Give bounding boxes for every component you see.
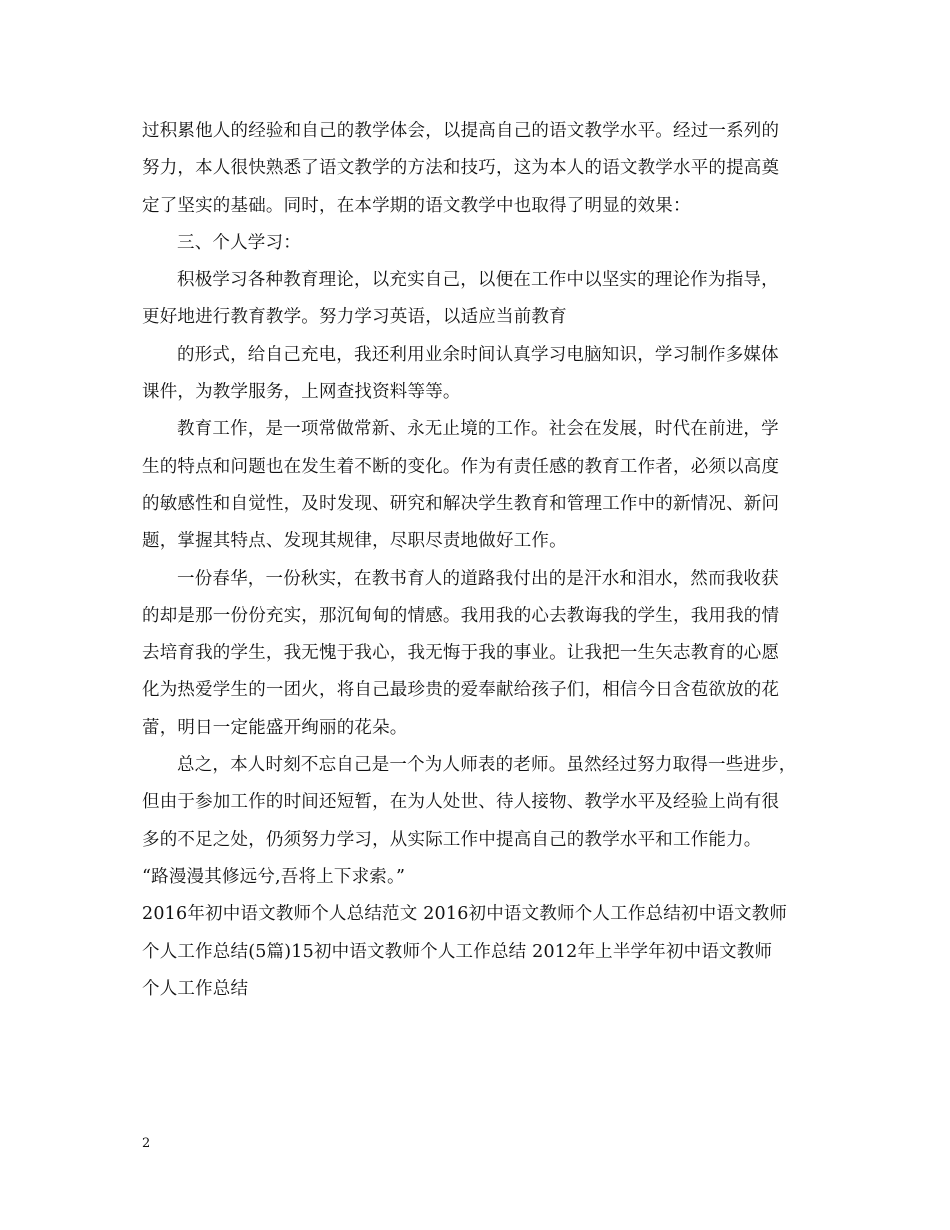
text-line: 定了坚实的基础。同时，在本学期的语文教学中也取得了明显的效果： (142, 195, 691, 216)
text-line: 更好地进行教育教学。努力学习英语，以适应当前教育 (142, 307, 567, 328)
text-line: 总之，本人时刻不忘自己是一个为人师表的老师。虽然经过努力取得一些进步， (177, 755, 797, 776)
text-line: 生的特点和问题也在发生着不断的变化。作为有责任感的教育工作者，必须以高度 (142, 456, 780, 477)
related-titles-line: 个人工作总结(5篇)15初中语文教师个人工作总结 2012年上半学年初中语文教师 (142, 941, 773, 962)
text-line: 但由于参加工作的时间还短暂，在为人处世、待人接物、教学水平及经验上尚有很 (142, 792, 780, 813)
text-line: 的形式，给自己充电，我还利用业余时间认真学习电脑知识，学习制作多媒体 (177, 344, 779, 365)
related-titles-line: 2016年初中语文教师个人总结范文 2016初中语文教师个人工作总结初中语文教师 (142, 904, 788, 925)
related-titles-line: 个人工作总结 (142, 978, 249, 999)
text-line: 题，掌握其特点、发现其规律，尽职尽责地做好工作。 (142, 531, 567, 552)
text-line: 积极学习各种教育理论，以充实自己，以便在工作中以坚实的理论作为指导， (177, 270, 779, 291)
document-body (142, 113, 812, 1008)
section-heading: 三、个人学习： (177, 232, 301, 253)
text-line: 化为热爱学生的一团火，将自己最珍贵的爱奉献给孩子们，相信今日含苞欲放的花 (142, 680, 780, 701)
text-line: 过积累他人的经验和自己的教学体会，以提高自己的语文教学水平。经过一系列的 (142, 121, 780, 141)
text-line: 课件，为教学服务，上网查找资料等等。 (142, 382, 461, 403)
text-line: 的却是那一份份充实，那沉甸甸的情感。我用我的心去教诲我的学生，我用我的情 (142, 605, 780, 626)
text-line: 一份春华，一份秋实，在教书育人的道路我付出的是汗水和泪水，然而我收获 (177, 568, 779, 589)
text-line: 努力，本人很快熟悉了语文教学的方法和技巧，这为本人的语文教学水平的提高奠 (142, 158, 780, 179)
text-line: 的敏感性和自觉性，及时发现、研究和解决学生教育和管理工作中的新情况、新问 (142, 493, 780, 514)
text-line: 多的不足之处，仍须努力学习，从实际工作中提高自己的教学水平和工作能力。 (142, 829, 762, 850)
text-line: 教育工作，是一项常做常新、永无止境的工作。社会在发展，时代在前进，学 (177, 419, 779, 440)
text-line: 去培育我的学生，我无愧于我心，我无悔于我的事业。让我把一生矢志教育的心愿 (142, 643, 780, 664)
quote-line: “路漫漫其修远兮,吾将上下求索。” (142, 866, 406, 887)
page-number: 2 (142, 1136, 151, 1151)
text-line: 蕾，明日一定能盛开绚丽的花朵。 (142, 717, 408, 738)
